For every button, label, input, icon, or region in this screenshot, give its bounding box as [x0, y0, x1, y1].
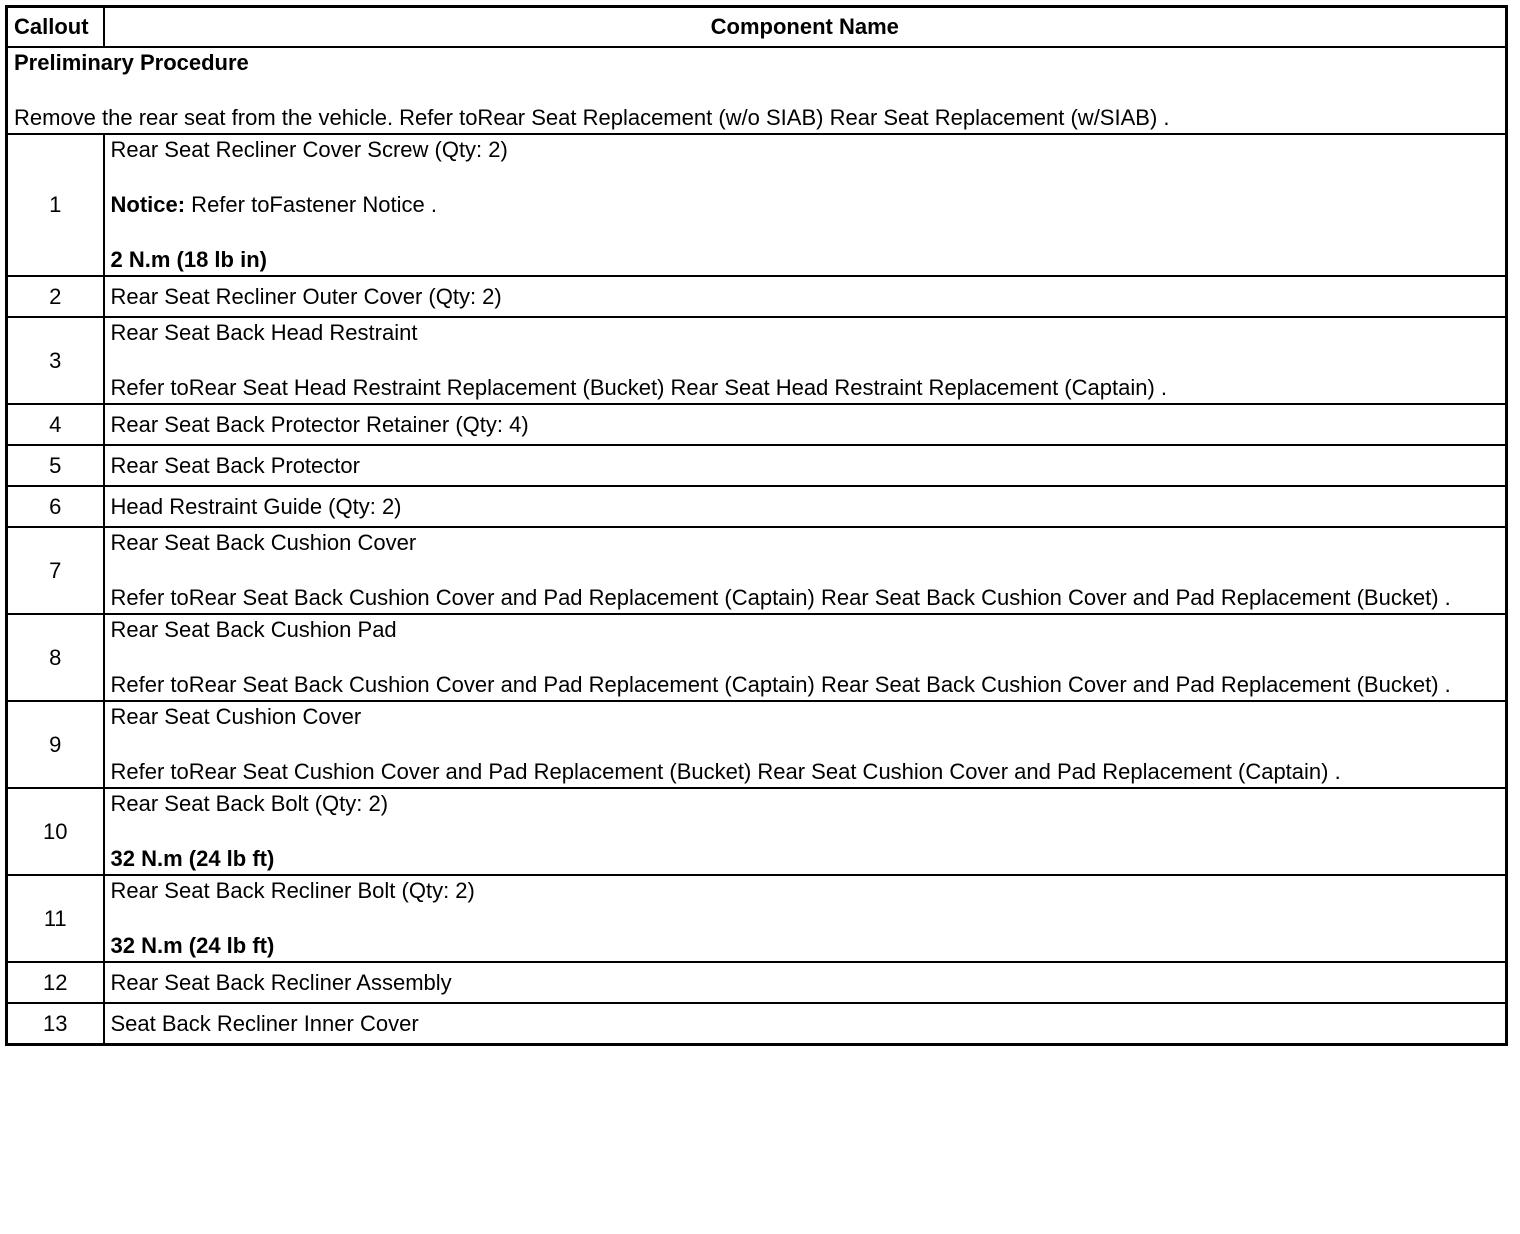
table-row: [7, 788, 1507, 875]
reference-text: Refer toRear Seat Cushion Cover and Pad Replacement (Bucket) Rear Seat Cushion Cover and Pad Replacement (Captain) .: [110, 759, 1341, 784]
torque-spec: 32 N.m (24 lb ft): [110, 846, 275, 871]
callout-number: 10: [7, 788, 104, 875]
table-row: [7, 404, 1507, 445]
table-row: [7, 701, 1507, 788]
preliminary-text: Remove the rear seat from the vehicle. Refer toRear Seat Replacement (w/o SIAB) Rear Seat Replacement (w/SIAB) .: [14, 105, 1170, 130]
header-component-name: Component Name: [104, 7, 1507, 48]
table-row: [7, 527, 1507, 614]
callout-number: 6: [7, 486, 104, 527]
torque-spec: 32 N.m (24 lb ft): [110, 933, 275, 958]
preliminary-cell: [7, 47, 1507, 134]
callout-number: 4: [7, 404, 104, 445]
component-cell: [104, 317, 1507, 404]
callout-number: 7: [7, 527, 104, 614]
table-row: [7, 134, 1507, 276]
component-name: Rear Seat Back Head Restraint: [110, 320, 418, 345]
component-name: Rear Seat Back Bolt (Qty: 2): [110, 791, 389, 816]
header-row: [7, 7, 1507, 48]
preliminary-title: Preliminary Procedure: [14, 50, 249, 75]
component-name: Head Restraint Guide (Qty: 2): [104, 486, 1507, 527]
reference-text: Refer toRear Seat Back Cushion Cover and Pad Replacement (Captain) Rear Seat Back Cushion Cover and Pad Replacement (Bucket) .: [110, 585, 1451, 610]
table-row: [7, 875, 1507, 962]
table-row: [7, 962, 1507, 1003]
component-cell: [104, 701, 1507, 788]
callout-number: 9: [7, 701, 104, 788]
component-name: Rear Seat Back Cushion Cover: [110, 530, 417, 555]
component-name: Rear Seat Recliner Cover Screw (Qty: 2): [110, 137, 508, 162]
component-name: Rear Seat Back Recliner Bolt (Qty: 2): [110, 878, 475, 903]
component-name: Rear Seat Back Protector Retainer (Qty: 4): [104, 404, 1507, 445]
callout-number: 8: [7, 614, 104, 701]
preliminary-row: [7, 47, 1507, 134]
callout-number: 13: [7, 1003, 104, 1045]
callout-number: 11: [7, 875, 104, 962]
component-name: Rear Seat Recliner Outer Cover (Qty: 2): [104, 276, 1507, 317]
component-table: [5, 5, 1508, 1046]
table-row: [7, 276, 1507, 317]
callout-number: 5: [7, 445, 104, 486]
component-cell: [104, 614, 1507, 701]
component-cell: [104, 788, 1507, 875]
callout-number: 3: [7, 317, 104, 404]
table-row: [7, 317, 1507, 404]
component-name: Rear Seat Back Cushion Pad: [110, 617, 397, 642]
component-name: Seat Back Recliner Inner Cover: [104, 1003, 1507, 1045]
torque-spec: 2 N.m (18 lb in): [110, 247, 267, 272]
reference-text: Refer toRear Seat Back Cushion Cover and Pad Replacement (Captain) Rear Seat Back Cushion Cover and Pad Replacement (Bucket) .: [110, 672, 1451, 697]
header-callout: Callout: [7, 7, 104, 48]
component-name: Rear Seat Back Protector: [104, 445, 1507, 486]
callout-number: 1: [7, 134, 104, 276]
notice-line: [111, 190, 1500, 220]
table-row: [7, 486, 1507, 527]
component-name: Rear Seat Back Recliner Assembly: [104, 962, 1507, 1003]
table-row: [7, 445, 1507, 486]
component-cell: [104, 134, 1507, 276]
component-cell: [104, 527, 1507, 614]
component-cell: [104, 875, 1507, 962]
table-row: [7, 1003, 1507, 1045]
document-page: [5, 5, 1508, 1046]
notice-text: Refer toFastener Notice .: [185, 192, 437, 217]
component-name: Rear Seat Cushion Cover: [110, 704, 362, 729]
reference-text: Refer toRear Seat Head Restraint Replacement (Bucket) Rear Seat Head Restraint Replacement (Captain) .: [110, 375, 1167, 400]
notice-label: Notice:: [110, 192, 186, 217]
callout-number: 2: [7, 276, 104, 317]
table-row: [7, 614, 1507, 701]
callout-number: 12: [7, 962, 104, 1003]
